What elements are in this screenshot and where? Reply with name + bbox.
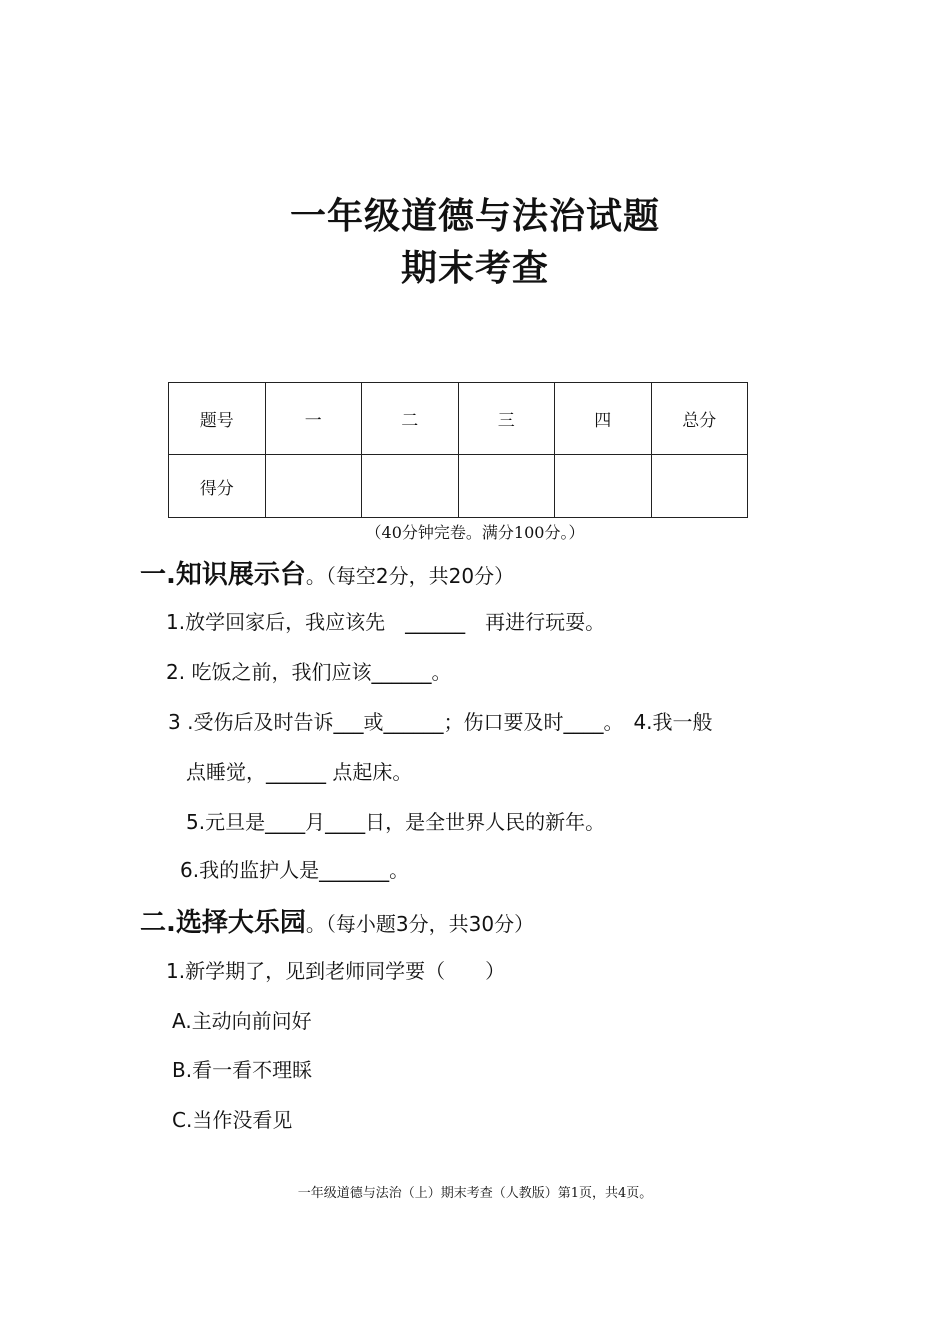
score-table-score-row [169,455,748,518]
page-footer: 一年级道德与法治（上）期末考查（人教版）第1页，共4页。 [297,1186,653,1201]
score-header-cell: 四 [555,383,652,455]
score-header-cell: 一 [265,383,362,455]
question-item: 5.元旦是____月____日，是全世界人民的新年。 [186,810,606,834]
score-table [168,382,748,518]
question-item: 1.放学回家后，我应该先 ______ 再进行玩耍。 [166,610,606,634]
exam-title: 一年级道德与法治试题 [289,196,660,237]
question-item: 点睡觉，______ 点起床。 [186,760,413,784]
score-cell [555,455,652,518]
score-header-cell: 题号 [169,383,266,455]
score-cell [458,455,555,518]
exam-subtitle: 期末考查 [400,248,549,289]
score-header-cell: 二 [362,383,459,455]
question-item: 2. 吃饭之前，我们应该______。 [166,660,452,684]
section-1-title: 一.知识展示台 [140,560,306,590]
score-cell [362,455,459,518]
choice-option: B.看一看不理睬 [172,1058,313,1082]
choice-option: A.主动向前问好 [172,1009,312,1033]
question-item: 6.我的监护人是_______。 [180,858,410,882]
section-1-info: 。（每空2分，共20分） [305,564,515,588]
choice-question: 1.新学期了，见到老师同学要（ ） [166,959,506,983]
section-2-heading [140,902,534,939]
score-table-header-row [169,383,748,455]
score-header-cell: 总分 [651,383,748,455]
score-row-label: 得分 [169,455,266,518]
score-header-cell: 三 [458,383,555,455]
choice-option: C.当作没看见 [172,1108,293,1132]
section-2-info: 。（每小题3分，共30分） [305,912,535,936]
time-note: （40分钟完卷。满分100分。） [365,523,585,542]
section-2-title: 二.选择大乐园 [140,908,306,938]
section-1-heading [140,554,514,591]
question-item: 3 .受伤后及时告诉___或______；伤口要及时____。 4.我一般 [168,710,713,734]
score-cell [265,455,362,518]
score-cell [651,455,748,518]
